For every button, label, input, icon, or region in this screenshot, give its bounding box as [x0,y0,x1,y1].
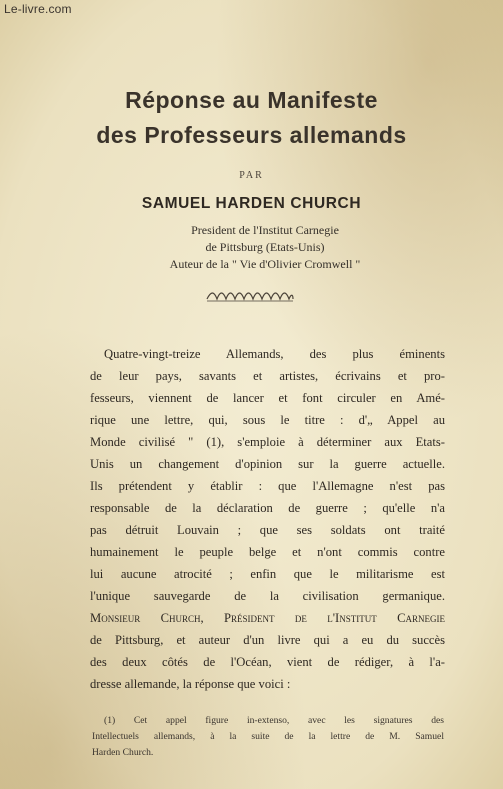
author-credential-1: President de l'Institut Carnegie [191,223,339,237]
title-line-2: des Professeurs allemands [96,122,407,148]
footnote-line: (1) Cet appel figure in-extenso, avec les signatures des [104,715,444,726]
author-name: SAMUEL HARDEN CHURCH [141,195,362,212]
decorative-ornament-icon [205,290,295,304]
body-line: rique une lettre, qui, sous le titre : d'„ Appel au [90,413,445,427]
body-line: de leur pays, savants et artistes, écrivains et pro- [90,369,445,383]
body-line: l'unique sauvegarde de la civilisation germanique. [90,589,445,603]
author-credential-2: de Pittsburg (Etats-Unis) [205,240,325,254]
footnote-line: Intellectuels allemands, à la suite de la lettre de M. Samuel [92,731,444,742]
body-line: responsable de la déclaration de guerre ; qu'elle n'a [90,501,445,515]
body-line: dresse allemande, la réponse que voici : [90,677,291,691]
watermark: Le-livre.com [4,2,72,16]
par-label: PAR [239,170,264,181]
body-line: fesseurs, viennent de lancer et font circuler en Amé- [90,391,445,405]
author-credential-3: Auteur de la " Vie d'Olivier Cromwell " [169,257,361,271]
body-line: des deux côtés de l'Océan, vient de rédiger, à l'a- [90,655,445,669]
body-line: Ils prétendent y établir : que l'Allemagne n'est pas [90,479,445,493]
body-line: lui aucune atrocité ; enfin que le militarisme est [90,567,445,581]
body-line: Monsieur Church, Président de l'Institut Carnegie [90,611,445,625]
body-line: Unis un changement d'opinion sur la guerre actuelle. [90,457,445,471]
title-line-1: Réponse au Manifeste [125,87,378,113]
body-line: humainement le peuple belge et n'ont commis contre [90,545,445,559]
body-line: Quatre-vingt-treize Allemands, des plus éminents [104,347,445,361]
footnote-line: Harden Church. [92,747,154,758]
body-line: de Pittsburg, et auteur d'un livre qui a eu du succès [90,633,445,647]
body-line: Monde civilisé " (1), s'emploie à déterminer aux Etats- [90,435,445,449]
body-line: pas détruit Louvain ; que ses soldats ont traité [90,523,445,537]
